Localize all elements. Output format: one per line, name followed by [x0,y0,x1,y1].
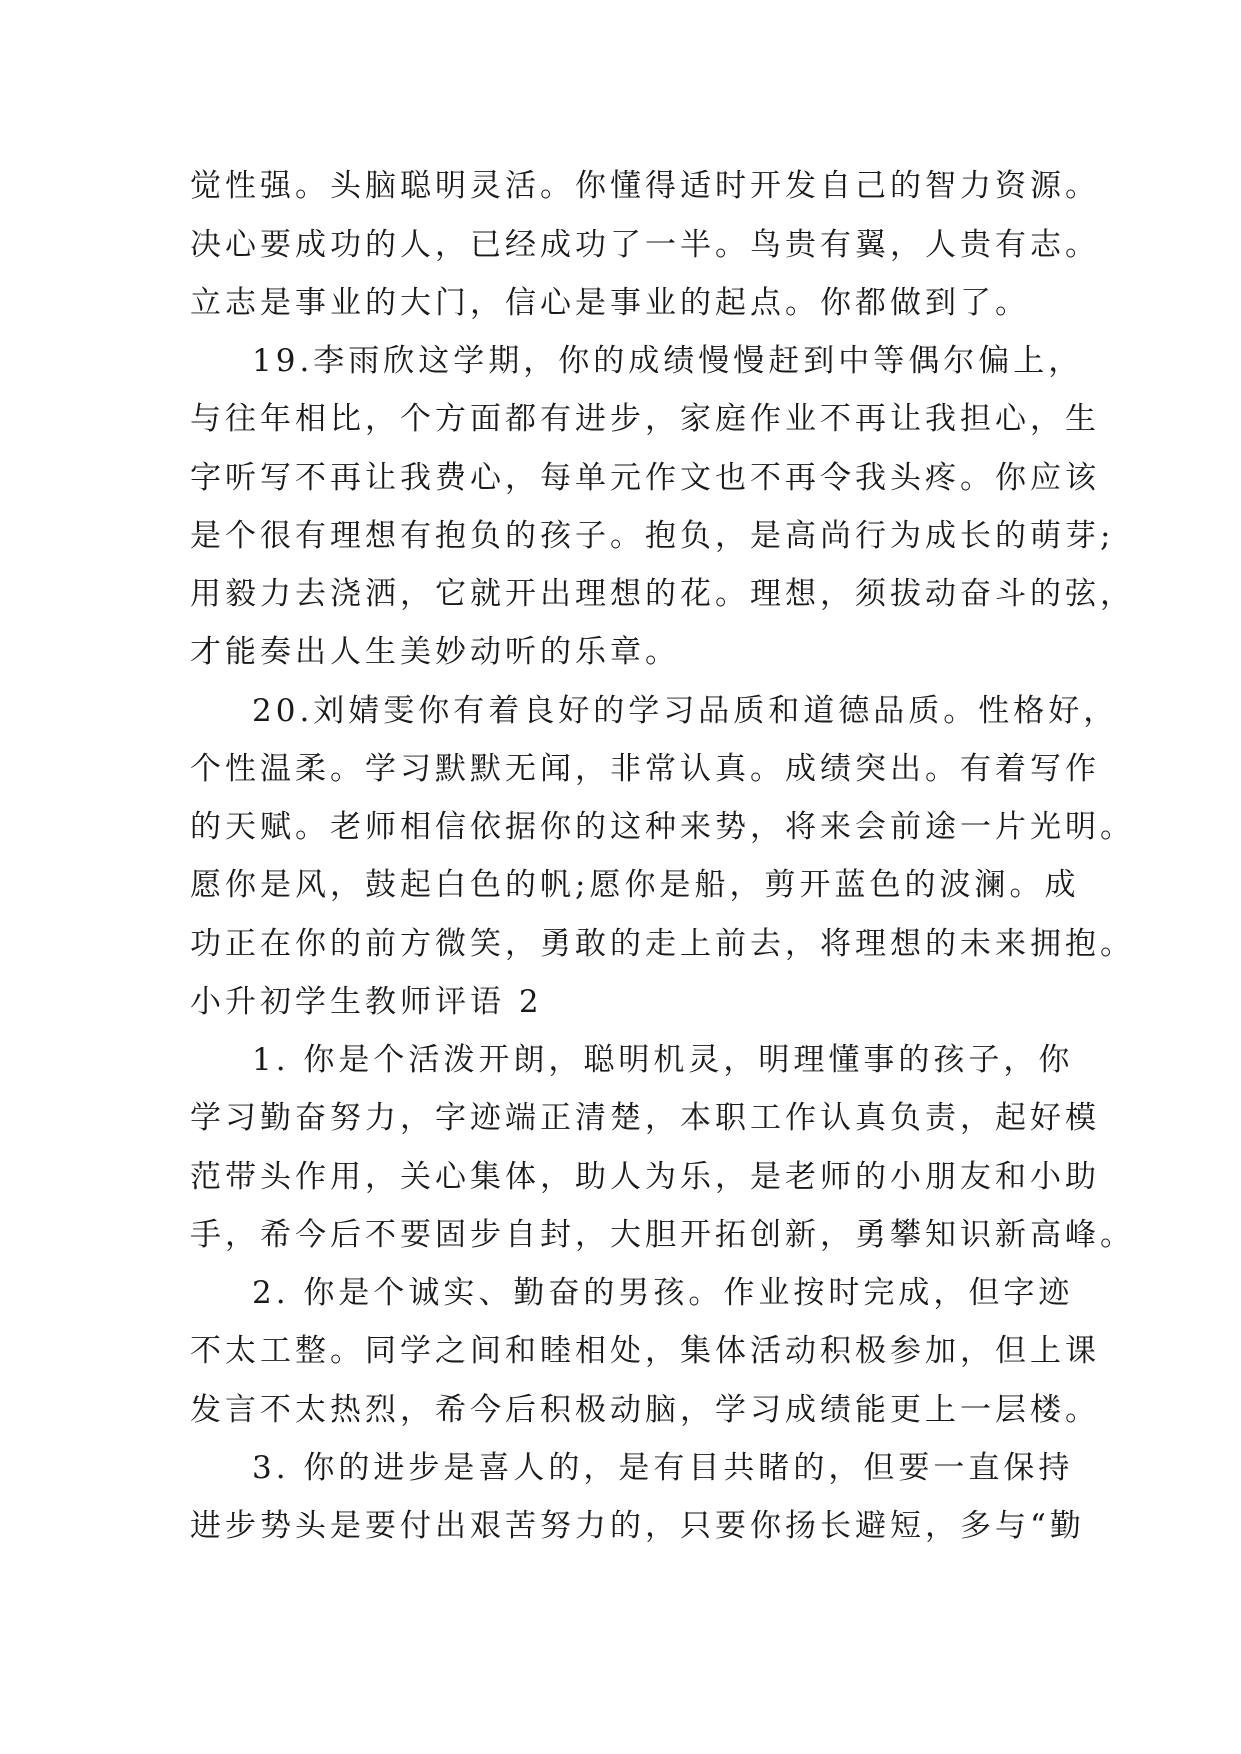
text-line: 用毅力去浇洒，它就开出理想的花。理想，须拔动奋斗的弦， [190,576,1135,612]
text-line: 范带头作用，关心集体，助人为乐，是老师的小朋友和小助 [190,1159,1100,1195]
paragraph-1-start: 1. 你是个活泼开朗，聪明机灵，明理懂事的孩子，你 [252,1042,1074,1078]
text-line: 不太工整。同学之间和睦相处，集体活动积极参加，但上课 [190,1333,1100,1369]
text-line: 功正在你的前方微笑，勇敢的走上前去，将理想的未来拥抱。 [190,926,1135,962]
text-line: 手，希今后不要固步自封，大胆开拓创新，勇攀知识新高峰。 [190,1217,1135,1253]
text-line: 字听写不再让我费心，每单元作文也不再令我头疼。你应该 [190,460,1100,496]
text-line: 才能奏出人生美妙动听的乐章。 [190,634,680,670]
paragraph-2-start: 2. 你是个诚实、勤奋的男孩。作业按时完成，但字迹 [252,1275,1074,1311]
text-line: 个性温柔。学习默默无闻，非常认真。成绩突出。有着写作 [190,751,1100,787]
text-line: 立志是事业的大门，信心是事业的起点。你都做到了。 [190,285,1030,321]
text-line: 决心要成功的人，已经成功了一半。鸟贵有翼，人贵有志。 [190,227,1100,263]
paragraph-3-start: 3. 你的进步是喜人的，是有目共睹的，但要一直保持 [252,1450,1074,1486]
text-line: 是个很有理想有抱负的孩子。抱负，是高尚行为成长的萌芽; [190,518,1115,554]
text-line: 觉性强。头脑聪明灵活。你懂得适时开发自己的智力资源。 [190,168,1100,204]
paragraph-20-start: 20.刘婧雯你有着良好的学习品质和道德品质。性格好， [252,693,1119,729]
text-line: 愿你是风，鼓起白色的帆;愿你是船，剪开蓝色的波澜。成 [190,867,1080,903]
section-heading: 小升初学生教师评语 2 [190,984,543,1020]
text-line: 发言不太热烈，希今后积极动脑，学习成绩能更上一层楼。 [190,1392,1100,1428]
text-line: 进步势头是要付出艰苦努力的，只要你扬长避短，多与“勤 [190,1508,1085,1544]
text-line: 的天赋。老师相信依据你的这种来势，将来会前途一片光明。 [190,809,1135,845]
text-line: 学习勤奋努力，字迹端正清楚，本职工作认真负责，起好模 [190,1100,1100,1136]
paragraph-19-start: 19.李雨欣这学期，你的成绩慢慢赶到中等偶尔偏上， [252,343,1084,379]
text-line: 与往年相比，个方面都有进步，家庭作业不再让我担心，生 [190,401,1100,437]
